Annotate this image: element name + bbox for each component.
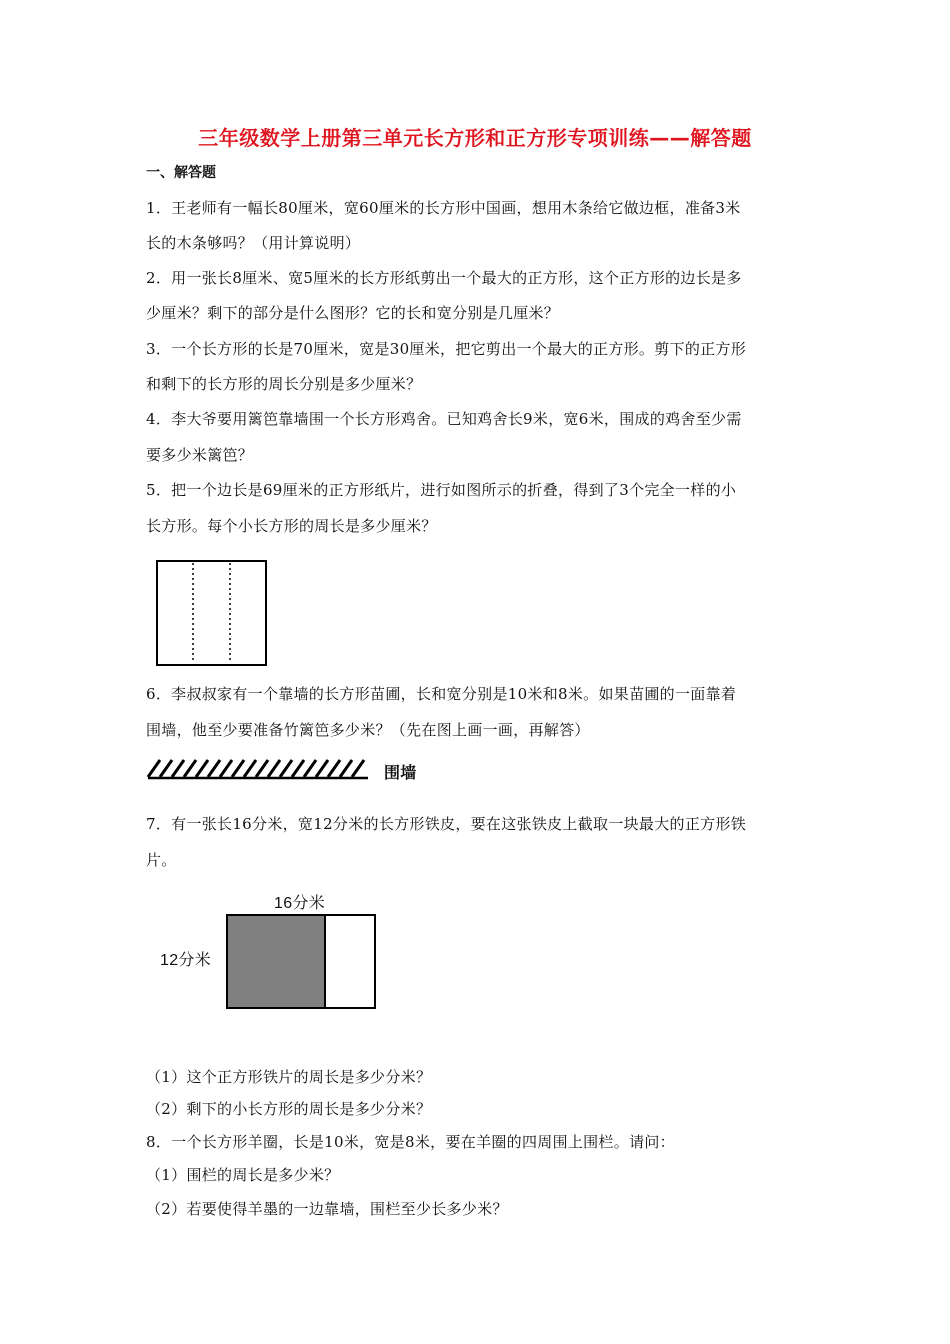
fig7-side-label: 12分米	[160, 952, 211, 969]
q8-sub-2: （2）若要使得羊墨的一边靠墙，围栏至少长多少米？	[146, 1200, 508, 1218]
wall-hatch-figure	[146, 756, 374, 782]
square-piece-shaded	[227, 915, 325, 1008]
q1-line-1: 1．王老师有一幅长80厘米，宽60厘米的长方形中国画，想用木条给它做边框，准备3米	[146, 199, 741, 217]
q6-line-1: 6．李叔叔家有一个靠墙的长方形苗圃，长和宽分别是10米和8米。如果苗圃的一面靠着	[146, 685, 737, 703]
remaining-rectangle	[325, 915, 375, 1008]
q1-line-2: 长的木条够吗？（用计算说明）	[146, 234, 361, 252]
q7-line-2: 片。	[146, 851, 177, 869]
q4-line-2: 要多少米篱笆？	[146, 446, 254, 464]
q3-line-1: 3．一个长方形的长是70厘米，宽是30厘米，把它剪出一个最大的正方形。剪下的正方形	[146, 340, 747, 358]
q5-line-1: 5．把一个边长是69厘米的正方形纸片，进行如图所示的折叠，得到了3个完全一样的小	[146, 481, 737, 499]
q5-line-2: 长方形。每个小长方形的周长是多少厘米？	[146, 517, 437, 535]
document-title: 三年级数学上册第三单元长方形和正方形专项训练——解答题	[198, 126, 752, 150]
q2-line-1: 2．用一张长8厘米、宽5厘米的长方形纸剪出一个最大的正方形，这个正方形的边长是多	[146, 269, 742, 287]
q4-line-1: 4．李大爷要用篱笆靠墙围一个长方形鸡舍。已知鸡舍长9米，宽6米，围成的鸡舍至少需	[146, 410, 742, 428]
q7-sub-1: （1）这个正方形铁片的周长是多少分米？	[146, 1068, 432, 1086]
q3-line-2: 和剩下的长方形的周长分别是多少厘米？	[146, 375, 422, 393]
q7-line-1: 7．有一张长16分米，宽12分米的长方形铁皮，要在这张铁皮上截取一块最大的正方形铁	[146, 815, 747, 833]
q2-line-2: 少厘米？剩下的部分是什么图形？它的长和宽分别是几厘米？	[146, 304, 560, 322]
q6-line-2: 围墙，他至少要准备竹篱笆多少米？（先在图上画一画，再解答）	[146, 721, 590, 739]
fold-square-figure	[154, 558, 270, 670]
q8-line-1: 8．一个长方形羊圈，长是10米，宽是8米，要在羊圈的四周围上围栏。请问：	[146, 1133, 675, 1151]
fold-square-outline	[157, 561, 266, 665]
wall-label: 围墙	[384, 763, 417, 782]
q8-sub-1: （1）围栏的周长是多少米？	[146, 1166, 340, 1184]
sheet-figure	[224, 913, 380, 1011]
section-heading: 一、解答题	[146, 165, 216, 181]
fig7-top-label: 16分米	[274, 895, 325, 912]
q7-sub-2: （2）剩下的小长方形的周长是多少分米？	[146, 1100, 432, 1118]
